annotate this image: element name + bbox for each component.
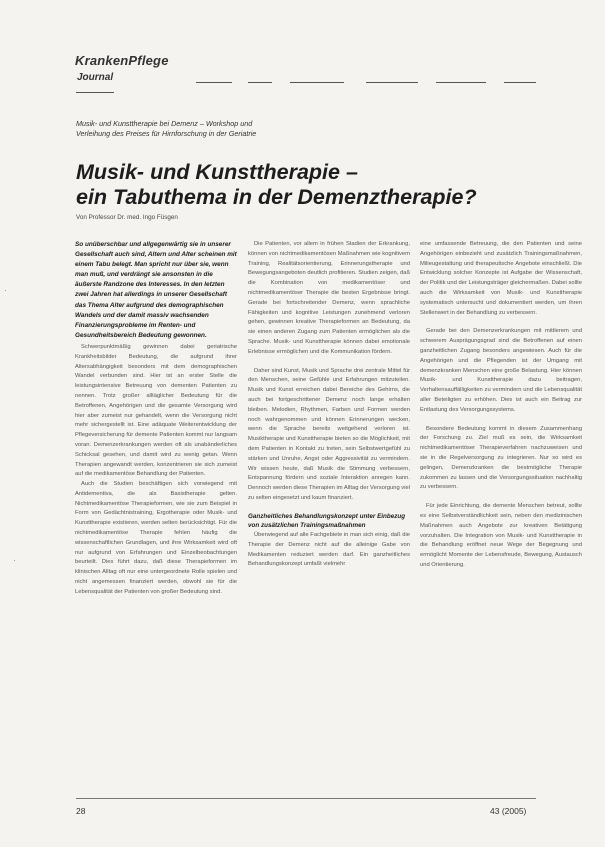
body-paragraph: Gerade bei den Demenzerkrankungen mit mittlerem und schwerem Ausprägungsgrad sind die Betroffenen auf einen ganzheitlichen Zugang besonders angewiesen. Auch für die Angehörigen und die Pflegenden ist der Umgang mit demenzkranken Menschen eine große Belastung. Hier können Musik- und Kunsttherapie dazu beitragen, Verhaltensauffälligkeiten zu vermindern und die Lebensqualität aller Beteiligten zu erhöhen. Dies ist auch ein Beitrag zur Entlastung des Versorgungssystems. [420, 328, 582, 413]
headline-line-2: ein Tabuthema in der Demenztherapie? [76, 185, 477, 209]
journal-subtitle: Journal [77, 72, 114, 83]
kicker-line-2: Verleihung des Preises für Hirnforschung in der Geriatrie [76, 128, 257, 138]
body-paragraph: Die Patienten, vor allem in frühen Stadien der Erkrankung, können von nichtmedikamentösen Maßnahmen wie kognitivem Training, Realitätsorientierung, Erinnerungstherapie und Bewegungsangeboten deutlich profitieren. Studien zeigen, daß die Kombination von medikamentöser und nichtmedikamentöser Therapie die besten Ergebnisse bringt. Gerade bei fortschreitender Demenz, wenn sprachliche Fähigkeiten und kognitive Leistungen zunehmend verloren gehen, gewinnen kreative Therapieformen an Bedeutung, da sie einen anderen Zugang zum Patienten ermöglichen als die Sprache. Musik- und Kunsttherapie können dabei emotionale Erlebnisse ermöglichen und die Kommunikation fördern. [248, 241, 410, 355]
lead-paragraph: So unüberschbar und allgegenwärtig sie in unserer Gesellschaft auch sind, Altern und Alter scheinen mit einem Tabu belegt. Man spricht nur über sie, wenn man muß, und verdrängt sie ansonsten in die äußerste Randzone des Interesses. In den letzten zwei Jahren hat allerdings in unserer Gesellschaft das Thema Alter aufgrund des demographischen Wandels und der damit massiv wachsenden Finanzierungsprobleme im Renten- und Gesundheitsbereich Bedeutung gewonnen. [75, 241, 237, 339]
kicker-line-1: Musik- und Kunsttherapie bei Demenz – Workshop und [76, 119, 253, 128]
headline-line-1: Musik- und Kunsttherapie – [76, 160, 358, 184]
text-column-3 [420, 240, 582, 571]
article-kicker [76, 119, 536, 138]
body-paragraph: Auch die Studien beschäftigen sich vorwiegend mit Antidementiva, die als Basistherapie gelten. Nichtmedikamentöse Therapieformen, wie sie zum Beispiel in Form von Gedächtnistraining, Ergotherapie oder Musik- und Kunsttherapie existieren, werden selten berücksichtigt. Für die nichtmedikamentöse Therapie fehlen häufig die wissenschaftlichen Grundlagen, und ihre Wirksamkeit wird oft nur aufgrund von Erfahrungen und Einzelbeobachtungen beurteilt. Dies führt dazu, daß diese Therapieformen im klinischen Alltag oft nur eine untergeordnete Rolle spielen und nicht angemessen finanziert werden, obwohl sie für die Lebensqualität der Patienten von großer Bedeutung sind. [75, 481, 237, 595]
header-rule-2 [196, 82, 232, 83]
header-rule-6 [436, 82, 486, 83]
issue-info: 43 (2005) [490, 806, 527, 816]
body-paragraph: Für jede Einrichtung, die demente Menschen betreut, sollte es eine Selbstverständlichkeit sein, neben den medizinischen Maßnahmen auch Angebote zur kreativen Betätigung vorzuhalten. Die Integration von Musik- und Kunsttherapie in die Behandlung eröffnet neue Wege der Begegnung und ermöglicht Momente der Lebensfreude, Bewegung, Austausch und Orientierung. [420, 503, 582, 568]
body-paragraph: eine umfassende Betreuung, die den Patienten und seine Angehörigen einbezieht und zusätzlich Trainingsmaßnahmen, Milieugestaltung und therapeutische Angebote einschließt. Die Entwicklung solcher Konzepte ist Aufgabe der Wissenschaft, der Politik und der Leistungsträger gleichermaßen. Dabei sollte auch die Wirksamkeit von Musik- und Kunsttherapie systematisch untersucht und dokumentiert werden, um ihren Stellenwert in der Behandlung zu verbessern. [420, 241, 582, 316]
body-paragraph: Überwiegend auf alle Fachgebiete in man sich einig, daß die Therapie der Demenz nicht auf die alleinige Gabe von Medikamenten reduziert werden darf. Ein ganzheitliches Behandlungskonzept umfaßt vielmehr [248, 531, 410, 568]
text-column-1 [75, 240, 237, 598]
text-column-2 [248, 240, 410, 570]
page-number: 28 [76, 806, 86, 816]
header-rule-4 [290, 82, 344, 83]
article-headline [76, 160, 576, 210]
header-rule-1 [76, 92, 114, 93]
header-rule-3 [248, 82, 272, 83]
footer-rule [76, 798, 536, 799]
body-paragraph: Besondere Bedeutung kommt in diesem Zusammenhang der Forschung zu. Ziel muß es sein, die Wirksamkeit nichtmedikamentöser Therapieverfahren nachzuweisen und sie in die Regelversorgung zu integrieren. Nur so wird es gelingen, Demenzkranken die bestmögliche Therapie zukommen zu lassen und die Versorgungssituation nachhaltig zu verbessern. [420, 425, 582, 491]
body-paragraph: Daher sind Kunst, Musik und Sprache drei zentrale Mittel für den Menschen, seine Gefühle und Erfahrungen mitzuteilen. Musik und Kunst erreichen dabei Bereiche des Gehirns, die auch bei fortgeschrittener Demenz noch lange erhalten bleiben. Melodien, Rhythmen, Farben und Formen werden noch wahrgenommen und können Erinnerungen wecken, wenn die Sprache bereits weitgehend verloren ist. Musiktherapie und Kunsttherapie bieten so die Möglichkeit, mit dem Patienten in Kontakt zu treten, sein Selbstwertgefühl zu stärken und Unruhe, Angst oder Aggressivität zu vermindern. Wir wissen heute, daß Musik die Stimmung verbessern, Entspannung fördern und soziale Interaktion anregen kann. Dennoch werden diese Therapien im Alltag der Versorgung viel zu selten eingesetzt und kaum finanziert. [248, 367, 410, 501]
journal-name: KrankenPflege [75, 53, 169, 68]
article-byline: Von Professor Dr. med. Ingo Füsgen [76, 214, 178, 221]
body-paragraph: Schwerpunktmäßig gewinnen dabei geriatrische Krankheitsbilder Bedeutung, die aufgrund ihrer Altersabhängigkeit besonders mit dem demographischen Wandel verbunden sind. Hier ist an erster Stelle die leistungsintensive Betreuung von dementen Patienten zu nennen. Trotz großer alltäglicher Bedeutung für die Betroffenen, Angehörigen und die gesamte Versorgung wird hier aber zumeist nur gehandelt, wenn die Versorgung nicht mehr sichergestellt ist. Eine adäquate Weiterentwicklung der Pflegeversicherung für demente Patienten kommt nur langsam voran. Demenzerkrankungen werden oft als unabänderliches Schicksal gesehen, und damit wird zu wenig getan. Wenn Therapien angewandt werden, konzentrieren sie sich zumeist auf die medikamentöse Behandlung der Patienten. [75, 343, 237, 478]
scan-speck [14, 560, 15, 561]
header-rule-7 [504, 82, 536, 83]
header-rule-5 [366, 82, 418, 83]
journal-masthead [75, 52, 169, 83]
section-subheading: Ganzheitliches Behandlungskonzept unter Einbezug von zusätzlichen Trainingsmaßnahmen [248, 512, 406, 530]
scan-speck [5, 290, 6, 291]
